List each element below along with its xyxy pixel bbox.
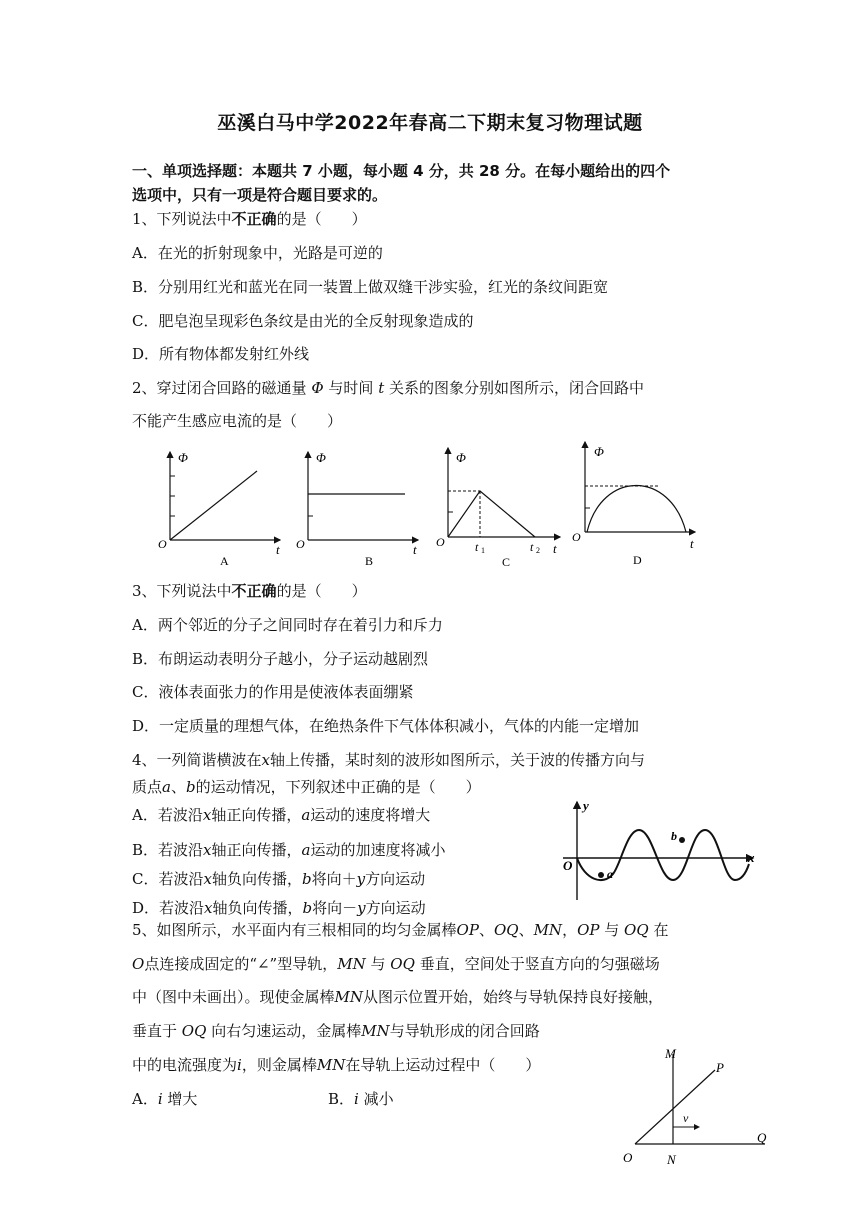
q5-l4-mn: MN <box>361 1022 390 1040</box>
q5-fig-q: Q <box>757 1130 767 1145</box>
q4-point-b <box>679 837 685 843</box>
q5-b-i: i <box>354 1090 359 1108</box>
q5-l1-d: ， <box>562 921 578 939</box>
graph-a <box>158 450 280 568</box>
q4-c-var: b <box>301 870 312 888</box>
page-title: 巫溪白马中学2022年春高二下期末复习物理试题 <box>217 112 643 134</box>
q4-b-text1: B．若波沿 <box>132 841 204 859</box>
q2-stem-phi: Φ <box>311 379 324 397</box>
q4-b-var: a <box>301 841 311 859</box>
q5-l1-oq2: OQ <box>624 921 649 939</box>
section-heading-line2: 选项中，只有一项是符合题目要求的。 <box>132 186 388 204</box>
q5-fig-v: v <box>683 1111 689 1125</box>
q5-l2-a: 点连接成固定的“∠”型导轨， <box>144 955 338 973</box>
q4-b-text2: 轴正向传播， <box>211 841 302 859</box>
q3-stem <box>132 584 367 599</box>
q4-option-b <box>132 843 445 858</box>
q3-option-c: C．液体表面张力的作用是使液体表面绷紧 <box>132 683 414 701</box>
q3-stem-emphasis: 不正确 <box>231 582 277 600</box>
graph-d-t-label: t <box>690 536 694 551</box>
q1-stem-emphasis: 不正确 <box>231 210 277 228</box>
q5-l2-o: O <box>132 955 145 973</box>
q4-stem-text-a: 4、一列简谐横波在 <box>132 751 262 769</box>
q4-b-x: x <box>203 841 212 859</box>
q5-l1-mn: MN <box>533 921 563 939</box>
q1-stem <box>132 212 367 227</box>
graph-c-phi-label: Φ <box>456 450 466 465</box>
q5-a-label: A． <box>132 1090 158 1108</box>
q4-fig-a: a <box>607 867 613 881</box>
q4-stem-text-b: 轴上传播，某时刻的波形如图所示，关于波的传播方向与 <box>270 751 646 769</box>
q4-fig-b: b <box>671 829 677 843</box>
q5-option-b <box>328 1092 394 1107</box>
q2-stem-text-b: 与时间 <box>328 379 374 397</box>
q4-wave-curve <box>577 830 749 880</box>
q5-l1-f: 在 <box>653 921 669 939</box>
q5-l4-a: 垂直于 <box>132 1022 178 1040</box>
q4-option-a <box>132 808 430 823</box>
q3-option-d: D．一定质量的理想气体，在绝热条件下气体体积减小，气体的内能一定增加 <box>132 717 640 735</box>
graph-b-phi-label: Φ <box>316 450 326 465</box>
q4-a-text3: 运动的速度将增大 <box>310 806 431 824</box>
q4-stem-line2 <box>132 780 481 795</box>
q1-stem-pre: 1、下列说法中 <box>132 210 232 228</box>
graph-a-caption: A <box>220 554 229 568</box>
graph-a-phi-label: Φ <box>178 450 188 465</box>
q4-d-x: x <box>204 899 213 917</box>
q5-l4-oq: OQ <box>181 1022 207 1040</box>
q5-fig-n: N <box>667 1152 676 1167</box>
q5-stem-line3 <box>132 990 663 1005</box>
q4-wave-figure <box>555 796 760 906</box>
graph-c <box>436 448 560 569</box>
q5-l3-a: 中（图中未画出）。现使金属棒 <box>132 988 335 1006</box>
graph-c-caption: C <box>502 555 511 569</box>
q2-stem-text-c: 关系的图象分别如图所示，闭合回路中 <box>389 379 645 397</box>
q5-rail-figure <box>615 1040 775 1168</box>
q5-rail-op <box>635 1070 715 1144</box>
q4-c-y: y <box>356 870 366 888</box>
q4-c-x: x <box>203 870 212 888</box>
q5-stem-line1 <box>132 923 668 938</box>
q3-option-a: A．两个邻近的分子之间同时存在着引力和斥力 <box>132 616 443 634</box>
q5-l1-a: 5、如图所示，水平面内有三根相同的均匀金属棒 <box>132 921 457 939</box>
q4-stem-line1 <box>132 753 645 768</box>
q5-l2-oq: OQ <box>390 955 415 973</box>
q5-l1-op: OP <box>456 921 479 939</box>
q3-stem-pre: 3、下列说法中 <box>132 582 232 600</box>
q5-l5-mn: MN <box>316 1056 346 1074</box>
q2-stem-line2: 不能产生感应电流的是（ ） <box>132 412 343 430</box>
graph-d-origin: O <box>572 530 581 544</box>
graph-c-t2-sub: 2 <box>536 546 540 555</box>
graph-b-t-label: t <box>413 542 417 557</box>
q5-l5-c: 在导轨上运动过程中（ ） <box>345 1056 541 1074</box>
q4-stem-text-c: 质点 <box>132 778 163 796</box>
q5-stem-line5 <box>132 1058 540 1073</box>
q4-fig-o: O <box>563 858 573 873</box>
q4-d-var: b <box>302 899 313 917</box>
q2-graphs-figure <box>140 440 740 575</box>
q5-fig-p: P <box>716 1060 724 1075</box>
q5-l5-i: i <box>237 1056 242 1074</box>
q5-l1-oq: OQ <box>493 921 519 939</box>
q5-l2-b: 与 <box>370 955 386 973</box>
graph-a-t-label: t <box>276 542 280 557</box>
q5-l1-op2: OP <box>577 921 600 939</box>
graph-c-origin: O <box>436 535 445 549</box>
q4-point-a <box>598 872 604 878</box>
graph-d <box>572 442 695 567</box>
q4-c-text2: 轴负向传播， <box>211 870 302 888</box>
q5-fig-o: O <box>623 1150 633 1165</box>
q5-l1-c: 、 <box>518 921 534 939</box>
graph-c-t1: t <box>475 540 479 554</box>
q5-l1-b: 、 <box>478 921 494 939</box>
q5-l4-b: 向右匀速运动，金属棒 <box>211 1022 362 1040</box>
q3-stem-post: 的是（ ） <box>276 582 367 600</box>
graph-c-t2: t <box>530 540 534 554</box>
q3-option-b: B．布朗运动表明分子越小，分子运动越剧烈 <box>132 650 429 668</box>
q4-stem-a: a <box>162 778 171 796</box>
q5-l3-b: 从图示位置开始，始终与导轨保持良好接触， <box>363 988 664 1006</box>
graph-b <box>296 450 418 568</box>
graph-a-origin: O <box>158 537 167 551</box>
q4-d-y: y <box>357 899 366 917</box>
q4-fig-x: x <box>748 850 755 865</box>
q4-c-text3: 将向＋ <box>311 870 357 888</box>
q4-a-text1: A．若波沿 <box>132 806 203 824</box>
q4-d-text1: D．若波沿 <box>132 899 205 917</box>
q1-option-c: C．肥皂泡呈现彩色条纹是由光的全反射现象造成的 <box>132 312 474 330</box>
q5-stem-line4 <box>132 1024 540 1039</box>
q4-d-text4: 方向运动 <box>365 899 426 917</box>
q4-a-x: x <box>202 806 212 824</box>
q5-l3-mn: MN <box>334 988 363 1006</box>
q5-l2-c: 垂直，空间处于竖直方向的匀强磁场 <box>419 955 660 973</box>
q5-b-label: B． <box>328 1090 355 1108</box>
q4-stem-b: b <box>185 778 196 796</box>
q4-c-text4: 方向运动 <box>365 870 426 888</box>
q4-stem-sep: 、 <box>170 778 186 796</box>
q4-stem-text-d: 的运动情况，下列叙述中正确的是（ ） <box>195 778 481 796</box>
q5-l2-mn: MN <box>337 955 366 973</box>
q4-fig-y: y <box>583 798 589 813</box>
q4-c-text1: C．若波沿 <box>132 870 204 888</box>
graph-b-caption: B <box>365 554 374 568</box>
q5-fig-m: M <box>665 1046 676 1061</box>
graph-c-t-label: t <box>553 541 557 556</box>
q5-l5-b: ，则金属棒 <box>241 1056 317 1074</box>
graph-d-caption: D <box>633 553 642 567</box>
graph-d-curve <box>587 486 686 533</box>
graph-a-line <box>170 471 257 540</box>
section-heading-line1: 一、单项选择题：本题共 7 小题，每小题 4 分，共 28 分。在每小题给出的四个 <box>132 162 671 180</box>
q4-b-text3: 运动的加速度将减小 <box>310 841 446 859</box>
q5-l5-a: 中的电流强度为 <box>132 1056 238 1074</box>
q2-stem-text-a: 2、穿过闭合回路的磁通量 <box>132 379 307 397</box>
q5-stem-line2 <box>132 957 660 972</box>
q5-option-a <box>132 1092 197 1107</box>
q1-option-b: B．分别用红光和蓝光在同一装置上做双缝干涉实验，红光的条纹间距宽 <box>132 278 609 296</box>
q4-a-text2: 轴正向传播， <box>211 806 302 824</box>
graph-d-phi-label: Φ <box>594 444 604 459</box>
q4-option-d <box>132 901 426 916</box>
graph-c-triangle <box>448 491 535 537</box>
q4-d-text2: 轴负向传播， <box>212 899 303 917</box>
q4-option-c <box>132 872 425 887</box>
q1-option-d: D．所有物体都发射红外线 <box>132 345 310 363</box>
q5-a-text: 增大 <box>162 1090 198 1108</box>
graph-c-t1-sub: 1 <box>481 546 485 555</box>
q1-stem-post: 的是（ ） <box>276 210 367 228</box>
q5-l4-c: 与导轨形成的闭合回路 <box>389 1022 540 1040</box>
q5-a-i: i <box>157 1090 163 1108</box>
q2-stem-t: t <box>378 379 385 397</box>
q5-l1-e: 与 <box>604 921 620 939</box>
q5-b-text: 减小 <box>358 1090 394 1108</box>
q1-option-a: A．在光的折射现象中，光路是可逆的 <box>132 244 383 262</box>
graph-b-origin: O <box>296 537 305 551</box>
q2-stem-line1 <box>132 381 644 396</box>
q4-a-var: a <box>301 806 311 824</box>
q4-stem-x: x <box>261 751 271 769</box>
q4-d-text3: 将向－ <box>312 899 358 917</box>
